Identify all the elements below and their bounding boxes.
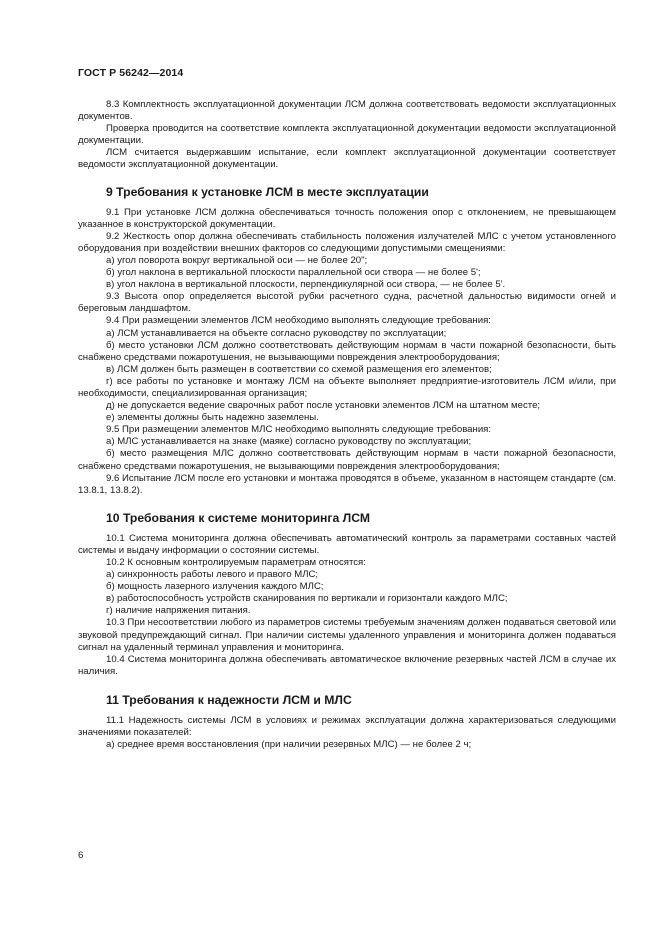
list-item-9-2-b: б) угол наклона в вертикальной плоскости параллельной оси створа — не более 5';: [106, 267, 481, 279]
list-item-10-2-b: б) мощность лазерного излучения каждого МЛС;: [106, 581, 324, 593]
document-header: ГОСТ Р 56242—2014: [78, 67, 184, 79]
paragraph-9-5: 9.5 При размещении элементов МЛС необходимо выполнять следующие требования:: [106, 424, 492, 436]
paragraph-10-2: 10.2 К основным контролируемым параметрам относятся:: [106, 557, 366, 568]
list-item-10-2-d: г) наличие напряжения питания.: [106, 605, 251, 617]
page-number: 6: [78, 850, 84, 861]
section-11-heading: 11 Требования к надежности ЛСМ и МЛС: [106, 692, 352, 707]
list-item-9-2-c: в) угол наклона в вертикальной плоскости, перпендикулярной оси створа, — не более 5'.: [106, 279, 506, 291]
paragraph-10-4: 10.4 Система мониторинга должна обеспечивать автоматическое включение резервных частей ЛСМ в случае их наличия.: [78, 653, 616, 677]
paragraph-9-4: 9.4 При размещении элементов ЛСМ необходимо выполнять следующие требования:: [106, 315, 491, 327]
list-item-9-4-a: а) ЛСМ устанавливается на объекте согласно руководству по эксплуатации;: [106, 327, 447, 339]
list-item-10-2-a: а) синхронность работы левого и правого МЛС;: [106, 569, 319, 581]
list-item-9-2-a: а) угол поворота вокруг вертикальной оси — не более 20";: [106, 254, 368, 266]
list-item-9-5-b: б) место размещения МЛС должно соответствовать действующим нормам в части пожарной безопасности, снабжено средствами пожаротушения, не вызывающими повреждения электрооборудования;: [78, 448, 616, 472]
paragraph-11-1: 11.1 Надежность системы ЛСМ в условиях и режимах эксплуатации должна характеризоваться следующими значениями показателей:: [78, 714, 616, 739]
paragraph-9-3: 9.3 Высота опор определяется высотой рубки расчетного судна, расчетной дальностью видимости огней и береговым ландшафтом.: [78, 291, 616, 315]
paragraph-9-6: 9.6 Испытание ЛСМ после его установки и монтажа проводятся в объеме, указанном в настоящем стандарте (см. 13.8.1, 13.8.2).: [78, 472, 616, 496]
list-item-9-4-c: в) ЛСМ должен быть размещен в соответствии со схемой размещения его элементов;: [106, 363, 492, 375]
paragraph-8-3: 8.3 Комплектность эксплуатационной документации ЛСМ должна соответствовать ведомости эксплуатационных документов.: [78, 99, 616, 123]
list-item-9-4-b: б) место установки ЛСМ должно соответствовать действующим нормам в части пожарной безопасности, быть снабжено средствами пожаротушения, не вызывающими повреждения электрооборудования;: [78, 339, 616, 363]
list-item-9-4-e: д) не допускается ведение сварочных работ после установки элементов ЛСМ на штатном месте;: [106, 400, 541, 412]
list-item-9-4-f: е) элементы должны быть надежно заземлены.: [106, 412, 319, 424]
paragraph-8-3-check: Проверка проводится на соответствие комплекта эксплуатационной документации ведомости эксплуатационной документации.: [78, 123, 616, 147]
paragraph-9-1: 9.1 При установке ЛСМ должна обеспечиваться точность положения опор с отклонением, не превышающем указанное в конструкторской документации.: [78, 206, 616, 230]
paragraph-10-1: 10.1 Система мониторинга должна обеспечивать автоматический контроль за параметрами составных частей системы и выдачу информации о состоянии системы.: [78, 532, 616, 556]
paragraph-8-3-pass: ЛСМ считается выдержавшим испытание, если комплект эксплуатационной документации соответствует ведомости эксплуатационной документации.: [78, 147, 616, 171]
list-item-9-4-d: г) все работы по установке и монтажу ЛСМ на объекте выполняет предприятие-изготовитель ЛСМ и/или, при необходимости, специализированная организация;: [78, 375, 616, 399]
section-9-heading: 9 Требования к установке ЛСМ в месте эксплуатации: [106, 184, 429, 199]
section-10-heading: 10 Требования к системе мониторинга ЛСМ: [106, 510, 371, 525]
paragraph-9-2: 9.2 Жесткость опор должна обеспечивать стабильность положения излучателей МЛС с учетом установленного оборудования при воздействии внешних факторов со следующими допустимыми смещениями:: [78, 230, 616, 254]
paragraph-10-3: 10.3 При несоответствии любого из параметров системы требуемым значениям должен подаваться световой или звуковой предупреждающий сигнал. При наличии системы удаленного управления и мониторинга должен подаваться сигнал на удаленный терминал управления и мониторинга.: [78, 617, 616, 653]
list-item-11-1-a: а) среднее время восстановления (при наличии резервных МЛС) — не более 2 ч;: [106, 739, 472, 751]
document-body: [78, 99, 616, 751]
list-item-9-5-a: а) МЛС устанавливается на знаке (маяке) согласно руководству по эксплуатации;: [106, 436, 472, 448]
list-item-10-2-c: в) работоспособность устройств сканирования по вертикали и горизонтали каждого МЛС;: [106, 593, 508, 605]
